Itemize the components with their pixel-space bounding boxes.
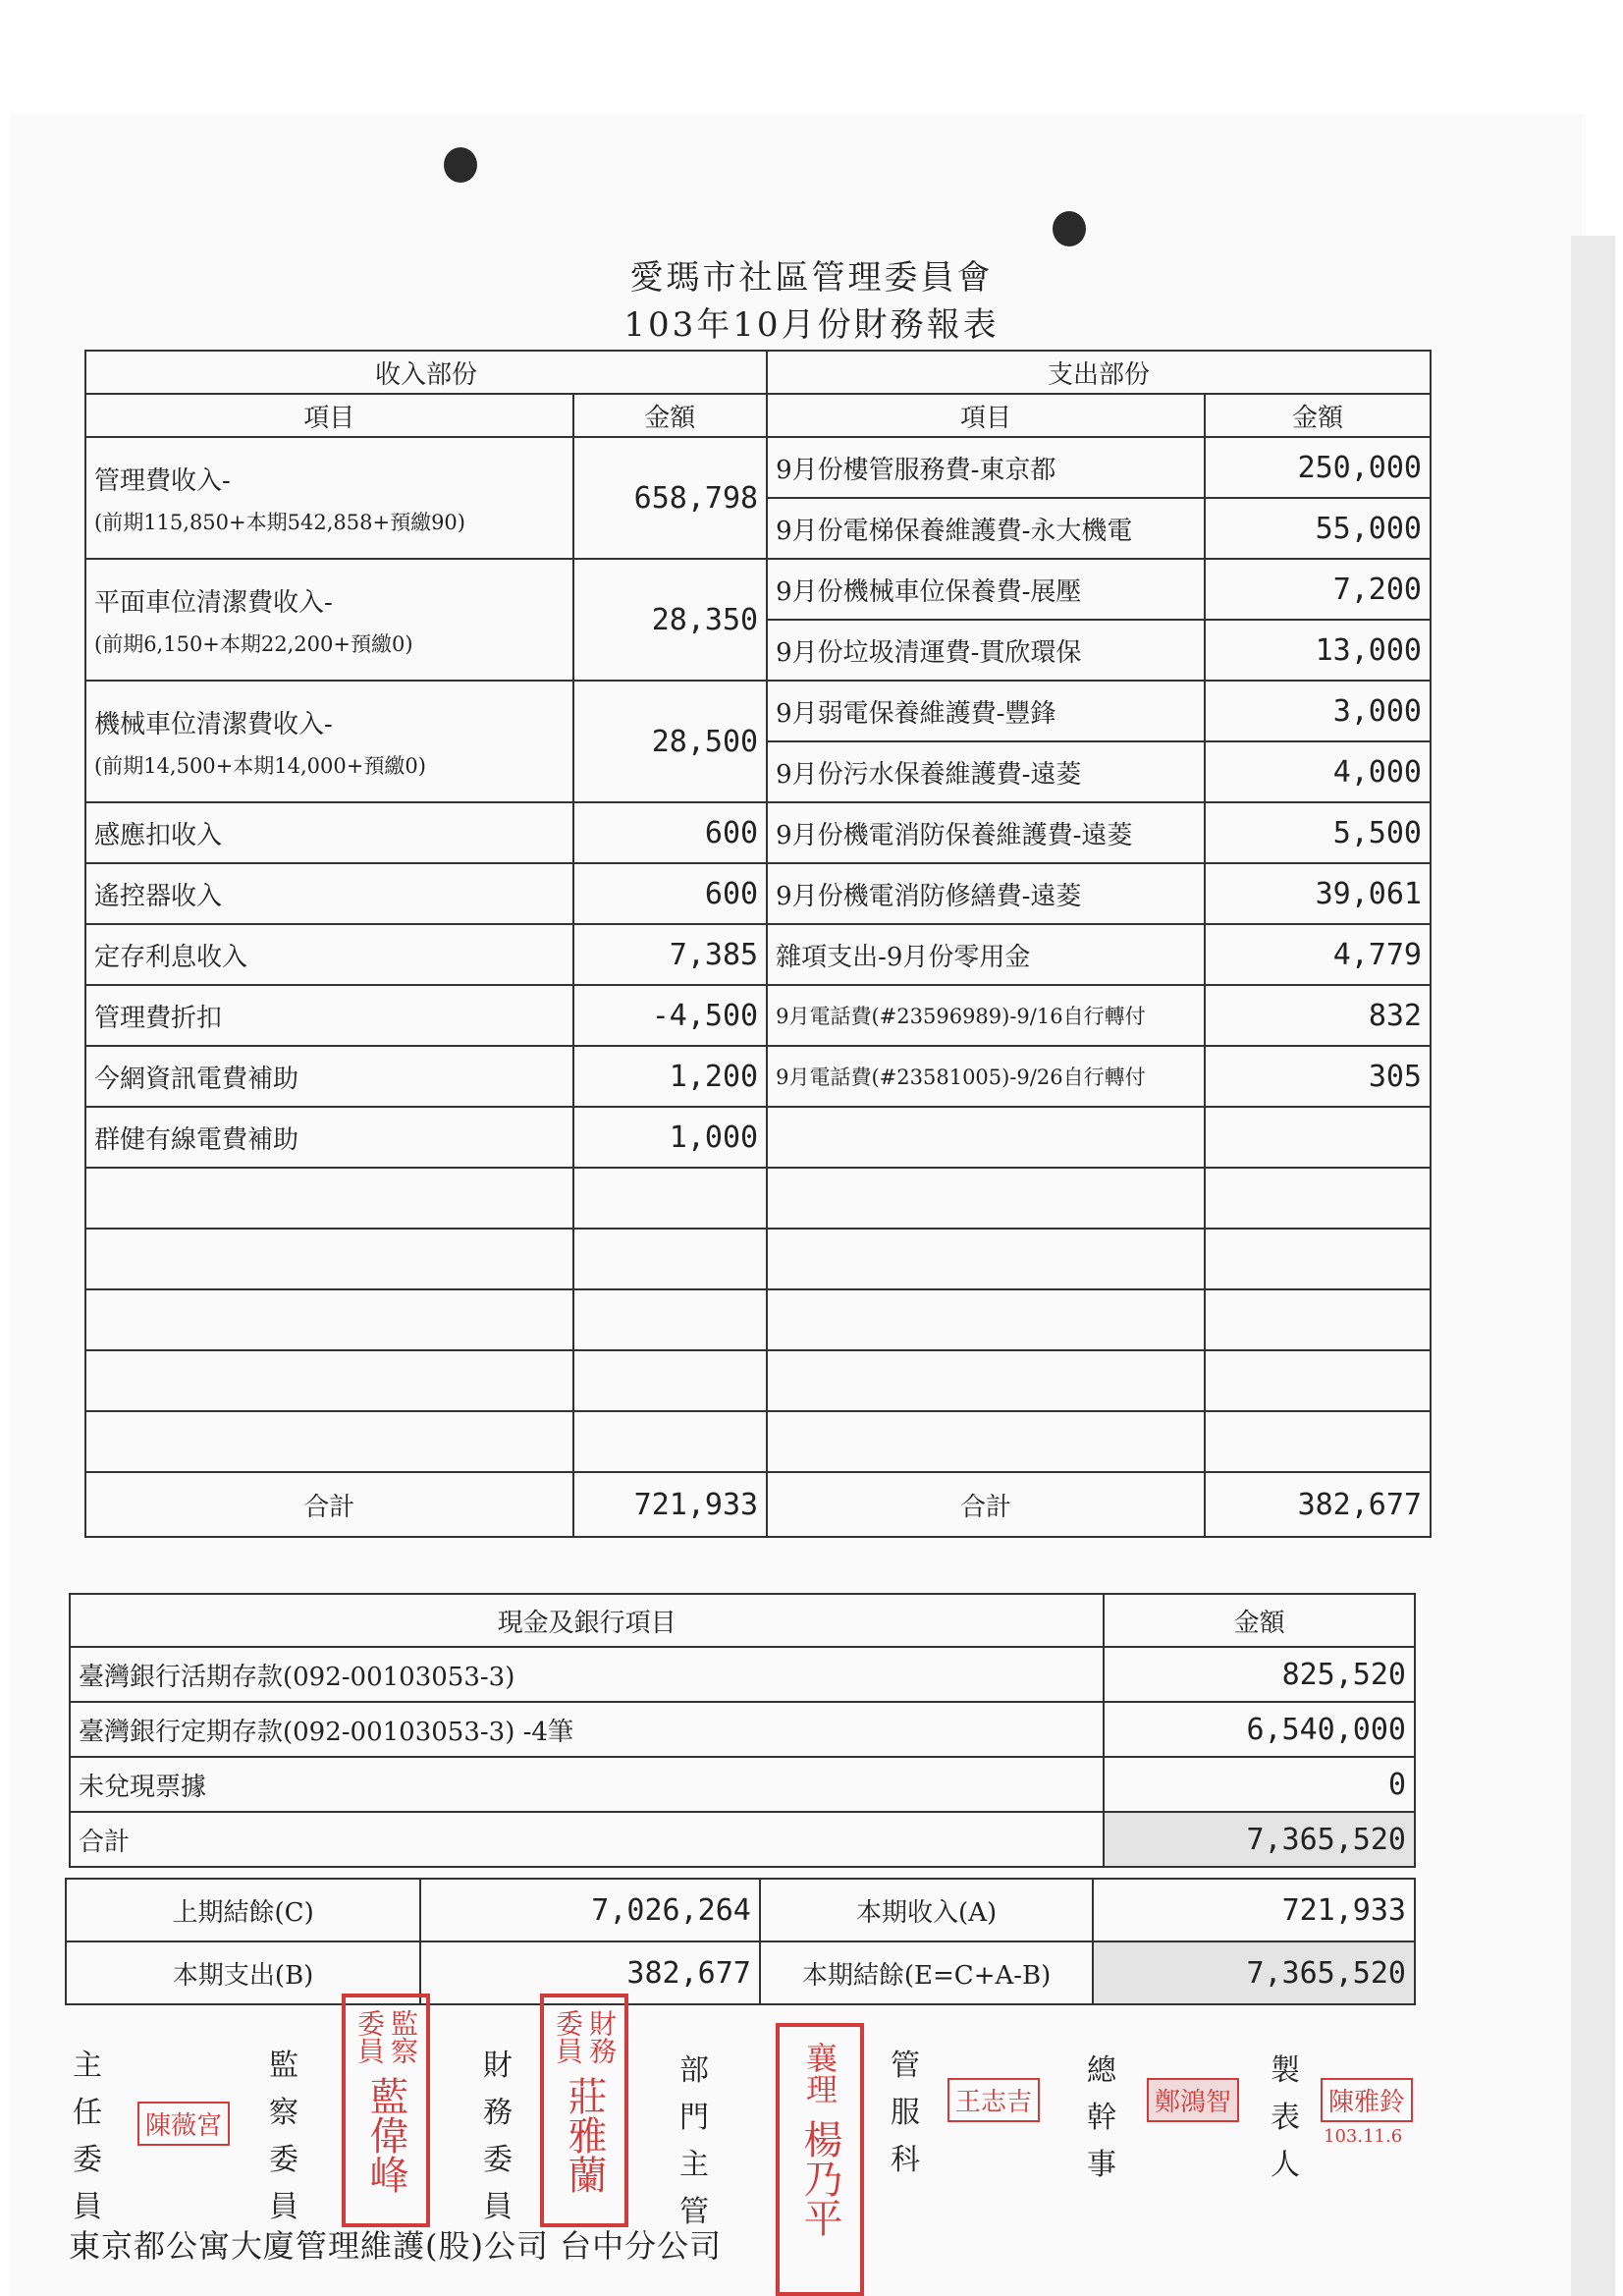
- expense-amount: 4,779: [1205, 924, 1431, 985]
- cash-amount: 0: [1104, 1757, 1415, 1812]
- expense-amount: 39,061: [1205, 863, 1431, 924]
- income-header: 收入部份: [85, 351, 767, 394]
- income-amount: 7,385: [573, 924, 768, 985]
- expense-item: 9月份垃圾清運費-貫欣環保: [767, 620, 1205, 681]
- supervisor-label: 監察委員: [269, 2049, 298, 2224]
- expense-amount: 55,000: [1205, 498, 1431, 559]
- income-item: 感應扣收入: [85, 802, 573, 863]
- preparer-date: 103.11.6: [1324, 2126, 1403, 2147]
- expense-amount: 4,000: [1205, 741, 1431, 802]
- income-row: 平面車位清潔費收入- (前期6,150+本期22,200+預繳0): [85, 559, 573, 681]
- chair-seal: 陳薇宮: [137, 2102, 230, 2146]
- cash-item: 臺灣銀行活期存款(092-00103053-3): [70, 1647, 1104, 1702]
- income-total: 721,933: [573, 1472, 768, 1537]
- expense-item: 9月份樓管服務費-東京都: [767, 437, 1205, 498]
- expense-item: 9月電話費(#23581005)-9/26自行轉付: [767, 1046, 1205, 1107]
- expense-item-header: 項目: [767, 394, 1205, 437]
- empty-cell: [1205, 1107, 1431, 1168]
- income-amount: 1,000: [573, 1107, 768, 1168]
- mgmt-section-label: 管服科: [891, 2049, 920, 2177]
- cash-item: 臺灣銀行定期存款(092-00103053-3) -4筆: [70, 1702, 1104, 1757]
- finance-stamp: [540, 1994, 628, 2227]
- income-item: 遙控器收入: [85, 863, 573, 924]
- manager-stamp-title: 襄理: [801, 2042, 839, 2105]
- expense-amount: 250,000: [1205, 437, 1431, 498]
- cash-amount-header: 金額: [1104, 1594, 1415, 1647]
- expense-item: 雜項支出-9月份零用金: [767, 924, 1205, 985]
- preparer-label: 製表人: [1271, 2053, 1300, 2182]
- empty-cell: [85, 1350, 573, 1411]
- general-manager-label: 總幹事: [1087, 2053, 1116, 2182]
- empty-cell: [85, 1411, 573, 1472]
- period-expense-label: 本期支出(B): [66, 1941, 420, 2004]
- empty-cell: [1205, 1168, 1431, 1229]
- company-footer: 東京都公寓大廈管理維護(股)公司 台中分公司: [69, 2227, 723, 2265]
- punch-hole-left: [444, 147, 477, 183]
- expense-amount: 832: [1205, 985, 1431, 1046]
- income-amount: 28,350: [573, 559, 768, 681]
- expense-total: 382,677: [1205, 1472, 1431, 1537]
- income-item: 群健有線電費補助: [85, 1107, 573, 1168]
- supervisor-stamp-title: 監察委員: [353, 2009, 419, 2064]
- empty-cell: [767, 1289, 1205, 1350]
- expense-amount: 7,200: [1205, 559, 1431, 620]
- expense-total-label: 合計: [767, 1472, 1205, 1537]
- period-income-label: 本期收入(A): [760, 1879, 1094, 1941]
- empty-cell: [85, 1229, 573, 1289]
- empty-cell: [1205, 1350, 1431, 1411]
- income-row: 機械車位清潔費收入- (前期14,500+本期14,000+預繳0): [85, 681, 573, 802]
- expense-item: 9月份電梯保養維護費-永大機電: [767, 498, 1205, 559]
- income-amount: -4,500: [573, 985, 768, 1046]
- expense-amount: 5,500: [1205, 802, 1431, 863]
- income-item-header: 項目: [85, 394, 573, 437]
- balance-table: [65, 1878, 1416, 2005]
- manager-stamp-name: 楊乃平: [797, 2119, 842, 2237]
- expense-item: 9月份機電消防保養維護費-遠菱: [767, 802, 1205, 863]
- empty-cell: [767, 1107, 1205, 1168]
- empty-cell: [1205, 1411, 1431, 1472]
- income-total-label: 合計: [85, 1472, 573, 1537]
- report-title: 103年10月份財務報表: [623, 305, 1000, 345]
- prev-balance: 7,026,264: [420, 1879, 760, 1941]
- org-title: 愛瑪市社區管理委員會: [629, 258, 994, 298]
- income-item: 管理費折扣: [85, 985, 573, 1046]
- empty-cell: [573, 1168, 768, 1229]
- manager-stamp: [776, 2023, 864, 2296]
- expense-item: 9月份污水保養維護費-遠菱: [767, 741, 1205, 802]
- dept-head-label: 部門主管: [679, 2053, 709, 2229]
- income-amount: 600: [573, 863, 768, 924]
- expense-item: 9月弱電保養維護費-豐鋒: [767, 681, 1205, 741]
- cash-item: 未兌現票據: [70, 1757, 1104, 1812]
- prev-balance-label: 上期結餘(C): [66, 1879, 420, 1941]
- chair-committee-label: 主任委員: [73, 2049, 102, 2224]
- expense-amount: 13,000: [1205, 620, 1431, 681]
- cash-total-label: 合計: [70, 1812, 1104, 1867]
- finance-stamp-title: 財務委員: [552, 2009, 618, 2064]
- supervisor-stamp: [342, 1994, 430, 2227]
- expense-amount: 305: [1205, 1046, 1431, 1107]
- back-page-edge: [1571, 236, 1615, 2296]
- period-income: 721,933: [1093, 1879, 1415, 1941]
- income-row: 管理費收入- (前期115,850+本期542,858+預繳90): [85, 437, 573, 559]
- empty-cell: [85, 1289, 573, 1350]
- empty-cell: [573, 1289, 768, 1350]
- empty-cell: [573, 1229, 768, 1289]
- cash-amount: 6,540,000: [1104, 1702, 1415, 1757]
- empty-cell: [573, 1350, 768, 1411]
- empty-cell: [85, 1168, 573, 1229]
- income-item: 定存利息收入: [85, 924, 573, 985]
- empty-cell: [767, 1168, 1205, 1229]
- cash-total: 7,365,520: [1104, 1812, 1415, 1867]
- ending-balance-label: 本期結餘(E=C+A-B): [760, 1941, 1094, 2004]
- income-amount: 1,200: [573, 1046, 768, 1107]
- finance-committee-label: 財務委員: [483, 2049, 513, 2224]
- mgmt-seal: 王志吉: [947, 2078, 1040, 2122]
- empty-cell: [767, 1350, 1205, 1411]
- cash-amount: 825,520: [1104, 1647, 1415, 1702]
- empty-cell: [1205, 1289, 1431, 1350]
- income-expense-table: [84, 350, 1432, 1538]
- general-manager-seal: 鄭鴻智: [1147, 2078, 1239, 2122]
- income-amount: 658,798: [573, 437, 768, 559]
- expense-amount: 3,000: [1205, 681, 1431, 741]
- empty-cell: [1205, 1229, 1431, 1289]
- expense-item: 9月份機械車位保養費-展壓: [767, 559, 1205, 620]
- cash-bank-header: 現金及銀行項目: [70, 1594, 1104, 1647]
- ending-balance: 7,365,520: [1093, 1941, 1415, 2004]
- expense-item: 9月份機電消防修繕費-遠菱: [767, 863, 1205, 924]
- cash-bank-table: [69, 1593, 1416, 1868]
- preparer-seal: 陳雅鈴: [1321, 2078, 1413, 2122]
- expense-item: 9月電話費(#23596989)-9/16自行轉付: [767, 985, 1205, 1046]
- supervisor-stamp-name: 藍偉峰: [363, 2076, 408, 2194]
- empty-cell: [573, 1411, 768, 1472]
- income-item: 今網資訊電費補助: [85, 1046, 573, 1107]
- expense-amount-header: 金額: [1205, 394, 1431, 437]
- empty-cell: [767, 1411, 1205, 1472]
- income-amount: 600: [573, 802, 768, 863]
- expense-header: 支出部份: [767, 351, 1431, 394]
- punch-hole-right: [1053, 211, 1086, 246]
- finance-stamp-name: 莊雅蘭: [562, 2076, 607, 2194]
- income-amount: 28,500: [573, 681, 768, 802]
- period-expense: 382,677: [420, 1941, 760, 2004]
- income-amount-header: 金額: [573, 394, 768, 437]
- empty-cell: [767, 1229, 1205, 1289]
